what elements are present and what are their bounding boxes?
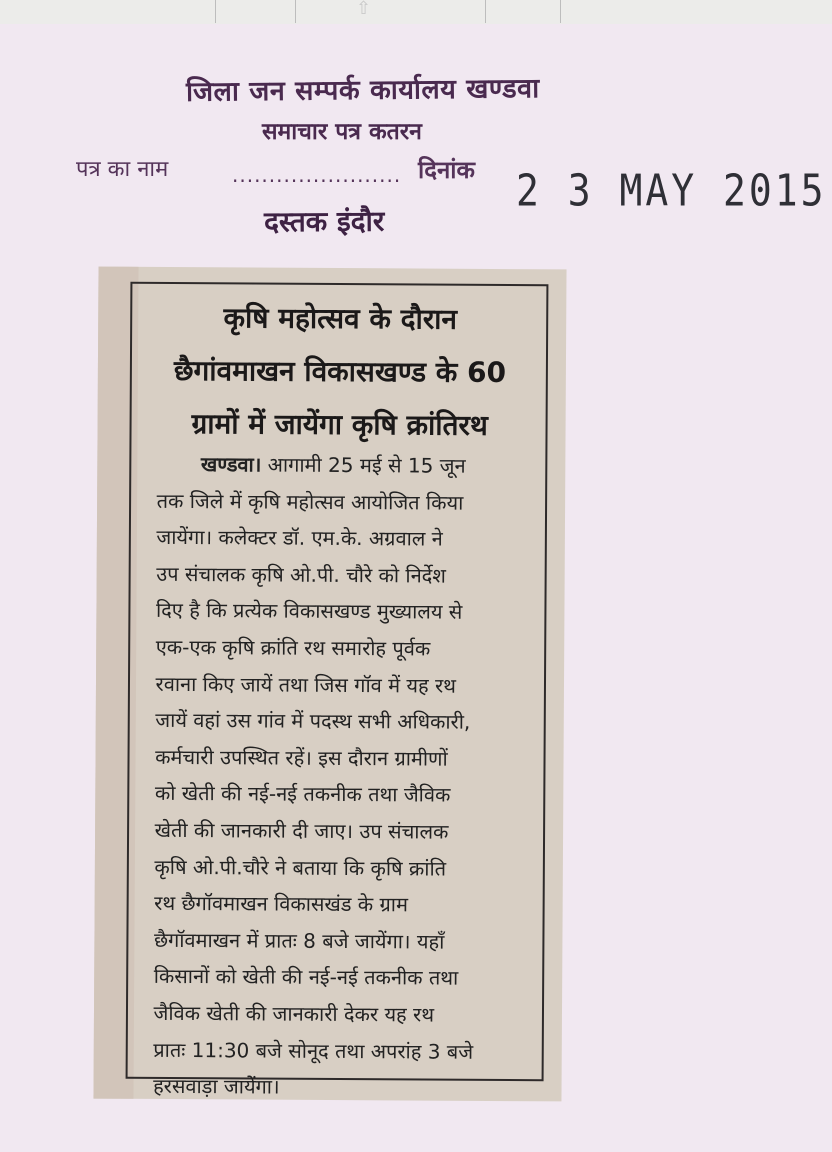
section-stamp-line: समाचार पत्र कतरन (262, 119, 422, 145)
scanner-edge-segment (215, 0, 296, 23)
body-line: दिए है कि प्रत्येक विकासखण्ड मुख्यालय से (155, 598, 463, 625)
body-line: जैविक खेती की जानकारी देकर यह रथ (153, 1000, 435, 1027)
newspaper-name-stamp: दस्तक इंदौर (263, 204, 385, 239)
scanner-edge-segment (0, 0, 216, 23)
body-line: प्रातः 11:30 बजे सोनूद तथा अपरांह 3 बजे (153, 1037, 474, 1064)
body-line: को खेती की नई-नई तकनीक तथा जैविक (154, 781, 451, 807)
article-headline (150, 291, 531, 452)
body-line (157, 446, 542, 485)
body-line: छैगॉवमाखन में प्रातः 8 बजे जायेंगा। यहाँ (153, 927, 445, 954)
body-line: कृषि ओ.पी.चौरे ने बताया कि कृषि क्रांति (154, 854, 447, 881)
date-stamp: 2 3 MAY 2015 (516, 165, 827, 216)
body-line: जायेंगा। कलेक्टर डॉ. एम.के. अग्रवाल ने (156, 525, 443, 551)
headline-line: कृषि महोत्सव के दौरान (223, 301, 458, 336)
headline-line: ग्रामों में जायेंगा कृषि क्रांतिरथ (191, 407, 488, 442)
body-line: किसानों को खेती की नई-नई तकनीक तथा (153, 964, 459, 990)
scanner-edge-segment (295, 0, 486, 23)
body-line: रथ छैगॉवमाखन विकासखंड के ग्राम (154, 890, 409, 917)
date-label: दिनांक (418, 156, 475, 184)
body-line-text: आगामी 25 मई से 15 जून (267, 452, 466, 478)
body-line: रवाना किए जायें तथा जिस गॉव में यह रथ (155, 671, 457, 698)
scanner-edge-segment (485, 0, 561, 23)
headline-line: छैगांवमाखन विकासखण्ड के 60 (173, 353, 507, 390)
article-body (153, 446, 542, 1107)
body-line: एक-एक कृषि क्रांति रथ समारोह पूर्वक (155, 634, 431, 661)
scanner-bed-edge (0, 0, 832, 25)
office-stamp-line: जिला जन सम्पर्क कार्यालय खण्डवा (185, 73, 540, 108)
paper-name-label: पत्र का नाम (76, 157, 169, 182)
body-line: तक जिले में कृषि महोत्सव आयोजित किया (156, 488, 464, 515)
body-line: खेती की जानकारी दी जाए। उप संचालक (154, 817, 449, 844)
body-line: जायें वहां उस गांव में पदस्थ सभी अधिकारी, (155, 707, 471, 734)
scanner-arrow-icon: ⇧ (356, 0, 372, 19)
article-dateline: खण्डवा। (200, 452, 262, 477)
body-line: हरसवाड़ा जायेंगा। (153, 1073, 280, 1099)
paper-name-dots: ....................... (232, 163, 402, 187)
body-line: उप संचालक कृषि ओ.पी. चौरे को निर्देश (156, 561, 447, 588)
body-line: कर्मचारी उपस्थित रहें। इस दौरान ग्रामीणों (155, 744, 448, 771)
